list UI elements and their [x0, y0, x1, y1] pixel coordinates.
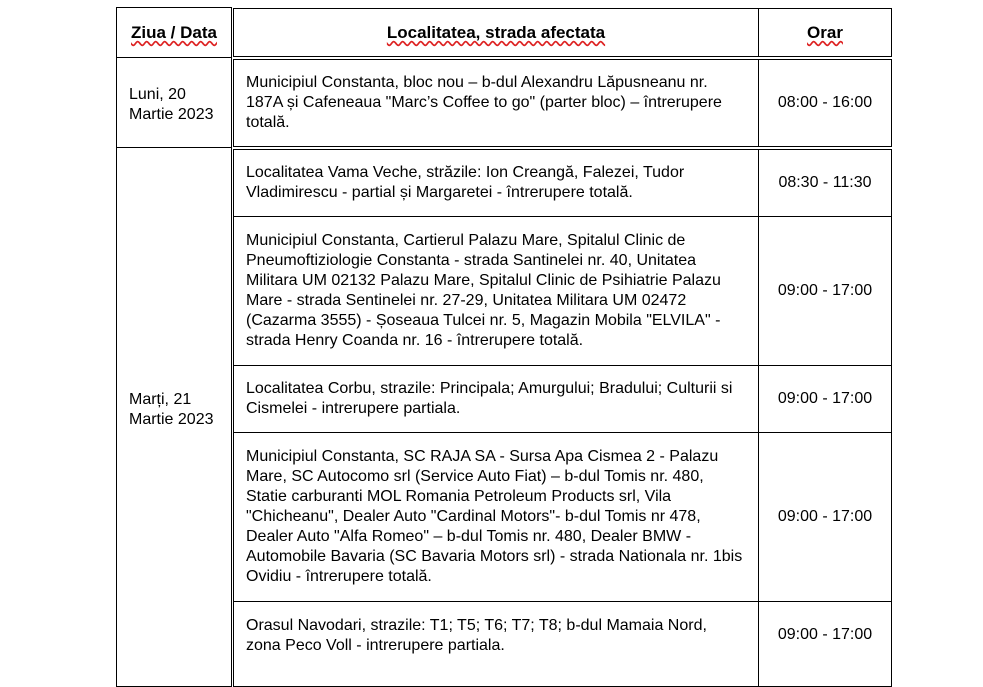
table-row-location — [233, 601, 759, 687]
location-text: Municipiul Constanta, Cartierul Palazu Mare, Spitalul Clinic de Pneumoftiziologie Constanta - strada Santinelei nr. 40, Unitatea Militara UM 02132 Palazu Mare, Spitalul Clinic de Psihiatrie Palazu Mare - strada Sentinelei nr. 27-29, Unitatea Militara UM 02472 (Cazarma 3555) - Șoseaua Tulcei nr. 5, Magazin Mobila "ELVILA" - strada Henry Coanda nr. 16 - întrerupere totală. — [246, 232, 721, 349]
time-text: 08:00 - 16:00 — [777, 94, 873, 111]
day-monday-line1: Luni, 20 — [129, 86, 186, 103]
table-row-location — [233, 149, 759, 217]
table-row-time — [758, 601, 892, 687]
day-monday — [129, 85, 227, 125]
time-text: 09:00 - 17:00 — [777, 626, 873, 643]
table-row-location — [233, 216, 759, 366]
day-header-divider — [117, 57, 231, 58]
location-text: Municipiul Constanta, bloc nou – b-dul Alexandru Lăpusneanu nr. 187A și Cafeneaua "Marc’s Coffee to go" (parter bloc) – întrerupere totală. — [246, 74, 722, 131]
table-row-location — [233, 365, 759, 433]
table-row-location — [233, 59, 759, 147]
day-tuesday-line2: Martie 2023 — [129, 411, 214, 428]
location-text: Municipiul Constanta, SC RAJA SA - Sursa Apa Cismea 2 - Palazu Mare, SC Autocomo srl (Service Auto Fiat) – b-dul Tomis nr. 480, Statie carburanti MOL Romania Petroleum Products srl, Vila "Chicheanu", Dealer Auto "Cardinal Motors"- b-dul Tomis nr 478, Dealer Auto "Alfa Romeo" – b-dul Tomis nr. 480, Dealer BMW - Automobile Bavaria (SC Bavaria Motors srl) - strada Nationala nr. 1bis Ovidiu - întrerupere totală. — [246, 448, 743, 585]
time-text: 09:00 - 17:00 — [777, 508, 873, 525]
time-header-label: Orar — [807, 22, 843, 42]
table-row-time — [758, 432, 892, 602]
location-text: Localitatea Vama Veche, străzile: Ion Creangă, Falezei, Tudor Vladimirescu - partial și Margaretei - întrerupere totală. — [246, 164, 685, 201]
day-divider — [117, 147, 231, 148]
time-text: 09:00 - 17:00 — [777, 282, 873, 299]
location-text: Orasul Navodari, strazile: T1; T5; T6; T7; T8; b-dul Mamaia Nord, zona Peco Voll - intrerupere partiala. — [246, 617, 707, 654]
table-row-time — [758, 149, 892, 217]
day-tuesday — [129, 390, 227, 430]
location-header — [233, 8, 759, 57]
table-row-location — [233, 432, 759, 602]
table-row-time — [758, 59, 892, 147]
location-text: Localitatea Corbu, strazile: Principala; Amurgului; Bradului; Culturii si Cismelei - intrerupere partiala. — [246, 380, 733, 417]
time-text: 09:00 - 17:00 — [777, 390, 873, 407]
time-text: 08:30 - 11:30 — [778, 174, 872, 191]
location-header-label: Localitatea, strada afectata — [386, 22, 606, 42]
day-tuesday-line1: Marți, 21 — [129, 391, 192, 408]
table-row-time — [758, 365, 892, 433]
day-column — [116, 7, 232, 687]
day-header — [117, 8, 231, 57]
day-header-label: Ziua / Data — [131, 22, 217, 42]
day-monday-line2: Martie 2023 — [129, 106, 214, 123]
table-row-time — [758, 216, 892, 366]
time-header — [758, 8, 892, 57]
